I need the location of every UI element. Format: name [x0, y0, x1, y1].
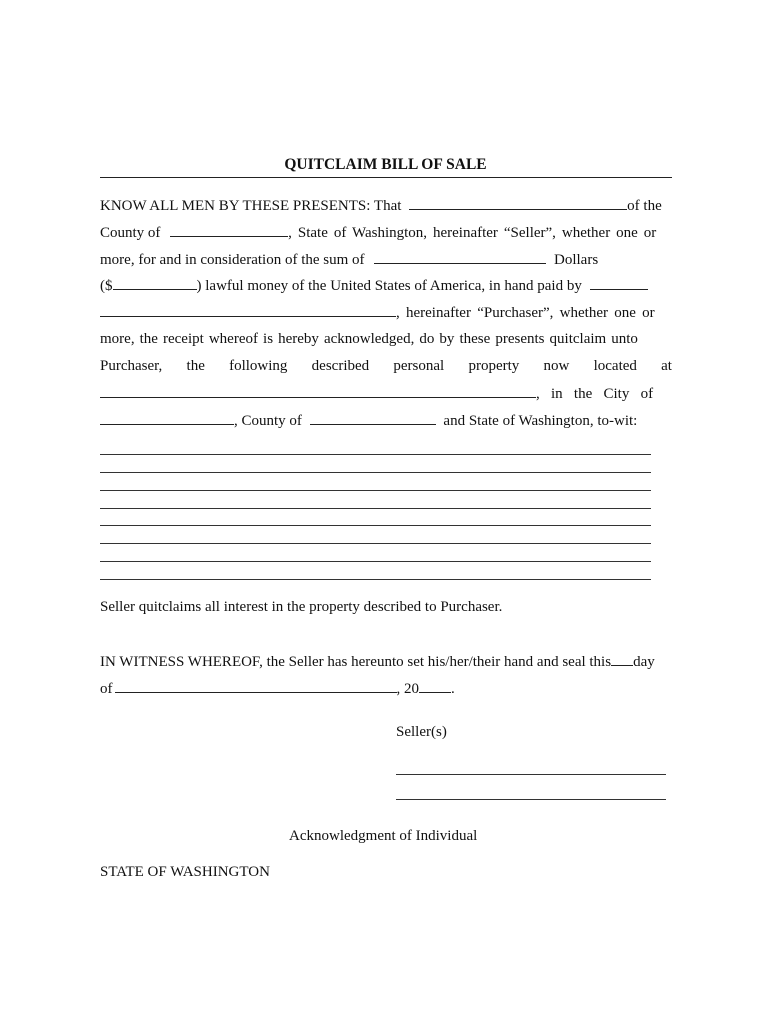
word-property: property [468, 358, 520, 374]
property-location-blank[interactable] [100, 385, 536, 398]
state-towit-text: and State of Washington, to-wit: [443, 413, 638, 429]
line-6 [100, 331, 672, 348]
know-all-men-text: KNOW ALL MEN BY THESE PRESENTS: That [100, 198, 402, 214]
city-blank[interactable] [100, 412, 234, 425]
sum-words-blank[interactable] [374, 251, 546, 264]
seller-county-blank[interactable] [170, 224, 288, 237]
line-3 [100, 251, 672, 269]
property-county-blank[interactable] [310, 412, 436, 425]
line-1 [100, 197, 672, 215]
paren-dollar-text: ($ [100, 278, 113, 294]
state-seller-clause-text: , State of Washington, hereinafter “Seller”, whether one or [288, 225, 657, 241]
day-blank[interactable] [611, 653, 633, 666]
description-line[interactable] [100, 525, 651, 526]
county-of-2-text: , County of [234, 413, 302, 429]
description-line[interactable] [100, 508, 651, 509]
description-line[interactable] [100, 490, 651, 491]
word-purchaser: Purchaser, [100, 358, 163, 374]
description-line[interactable] [100, 472, 651, 473]
acknowledgment-heading: Acknowledgment of Individual [289, 828, 478, 844]
seller-signature-line-2[interactable] [396, 799, 666, 800]
day-text: day [633, 654, 655, 670]
paid-by-blank[interactable] [590, 277, 648, 290]
state-of-washington-heading: STATE OF WASHINGTON [100, 864, 270, 880]
county-of-text: County of [100, 225, 161, 241]
description-line[interactable] [100, 579, 651, 580]
witness-text: IN WITNESS WHEREOF, the Seller has hereunto set his/her/their hand and seal this [100, 654, 612, 670]
consideration-text: more, for and in consideration of the sum of [100, 252, 365, 268]
seller-quitclaims-text: Seller quitclaims all interest in the property described to Purchaser. [100, 599, 503, 615]
word-located: located [593, 358, 637, 374]
word-personal: personal [393, 358, 445, 374]
period-text: . [451, 681, 455, 697]
month-blank[interactable] [115, 680, 397, 693]
document-title: QUITCLAIM BILL OF SALE [284, 156, 487, 173]
witness-line [100, 653, 672, 671]
description-line[interactable] [100, 454, 651, 455]
sum-amount-blank[interactable] [113, 277, 197, 290]
line-7 [100, 358, 672, 375]
sellers-label: Seller(s) [396, 724, 447, 740]
seller-signature-line-1[interactable] [396, 774, 666, 775]
in-the-city-text: , in the City of [536, 386, 654, 402]
word-at: at [661, 358, 672, 374]
word-the: the [186, 358, 205, 374]
line-2 [100, 224, 672, 242]
line-9 [100, 412, 672, 430]
word-now: now [543, 358, 570, 374]
receipt-text: more, the receipt whereof is hereby acknowledged, do by these presents quitclaim unto [100, 331, 638, 347]
seller-name-blank[interactable] [409, 197, 627, 210]
lawful-money-text: ) lawful money of the United States of America, in hand paid by [196, 278, 582, 294]
of-text: of [100, 681, 113, 697]
dollars-text: Dollars [554, 252, 599, 268]
word-following: following [229, 358, 288, 374]
description-line[interactable] [100, 543, 651, 544]
purchaser-name-blank[interactable] [100, 304, 396, 317]
line-4 [100, 277, 672, 295]
word-described: described [311, 358, 370, 374]
purchaser-clause-text: , hereinafter “Purchaser”, whether one or [396, 305, 655, 321]
year-blank[interactable] [419, 680, 451, 693]
line-5 [100, 304, 672, 322]
date-line [100, 680, 672, 698]
of-the-text: of the [627, 198, 662, 214]
line-8 [100, 385, 672, 403]
description-line[interactable] [100, 561, 651, 562]
title-underline [100, 177, 672, 178]
year-prefix-text: , 20 [396, 681, 419, 697]
